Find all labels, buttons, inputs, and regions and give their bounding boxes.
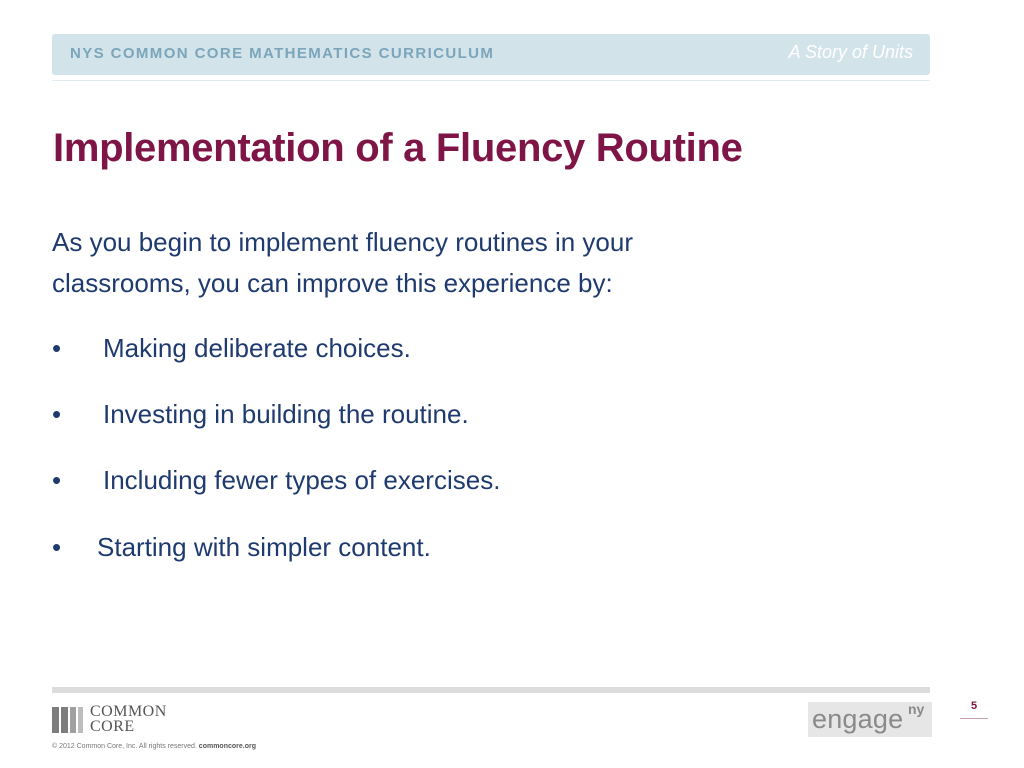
- engageny-logo: engage ny: [808, 702, 932, 737]
- header-bar: [52, 34, 930, 75]
- slide-title: Implementation of a Fluency Routine: [53, 126, 743, 170]
- intro-line-2: classrooms, you can improve this experience by:: [52, 268, 613, 298]
- bullet-marker: •: [52, 399, 62, 429]
- bullet-marker: •: [52, 532, 62, 562]
- slide-number: 5: [970, 700, 978, 712]
- commoncore-link[interactable]: commoncore.org: [198, 743, 256, 750]
- header-divider: [52, 80, 930, 81]
- bullet-text: Starting with simpler content.: [97, 532, 431, 562]
- bullet-text: Making deliberate choices.: [103, 333, 411, 363]
- common-core-logo-text: COMMON CORE: [90, 703, 167, 735]
- intro-line-1: As you begin to implement fluency routines in your: [52, 227, 633, 257]
- bullet-text: Including fewer types of exercises.: [103, 465, 501, 495]
- copyright-notice: © 2012 Common Core, Inc. All rights reserved. commoncore.org: [52, 743, 256, 750]
- bullet-marker: •: [52, 465, 62, 495]
- series-label: A Story of Units: [788, 42, 913, 62]
- intro-paragraph: [52, 222, 812, 304]
- bullet-text: Investing in building the routine.: [103, 399, 469, 429]
- bullet-marker: •: [52, 333, 62, 363]
- footer-divider: [52, 687, 930, 693]
- slide-number-underline: [960, 718, 988, 719]
- common-core-logo: [52, 705, 187, 737]
- curriculum-label: NYS COMMON CORE MATHEMATICS CURRICULUM: [70, 45, 495, 62]
